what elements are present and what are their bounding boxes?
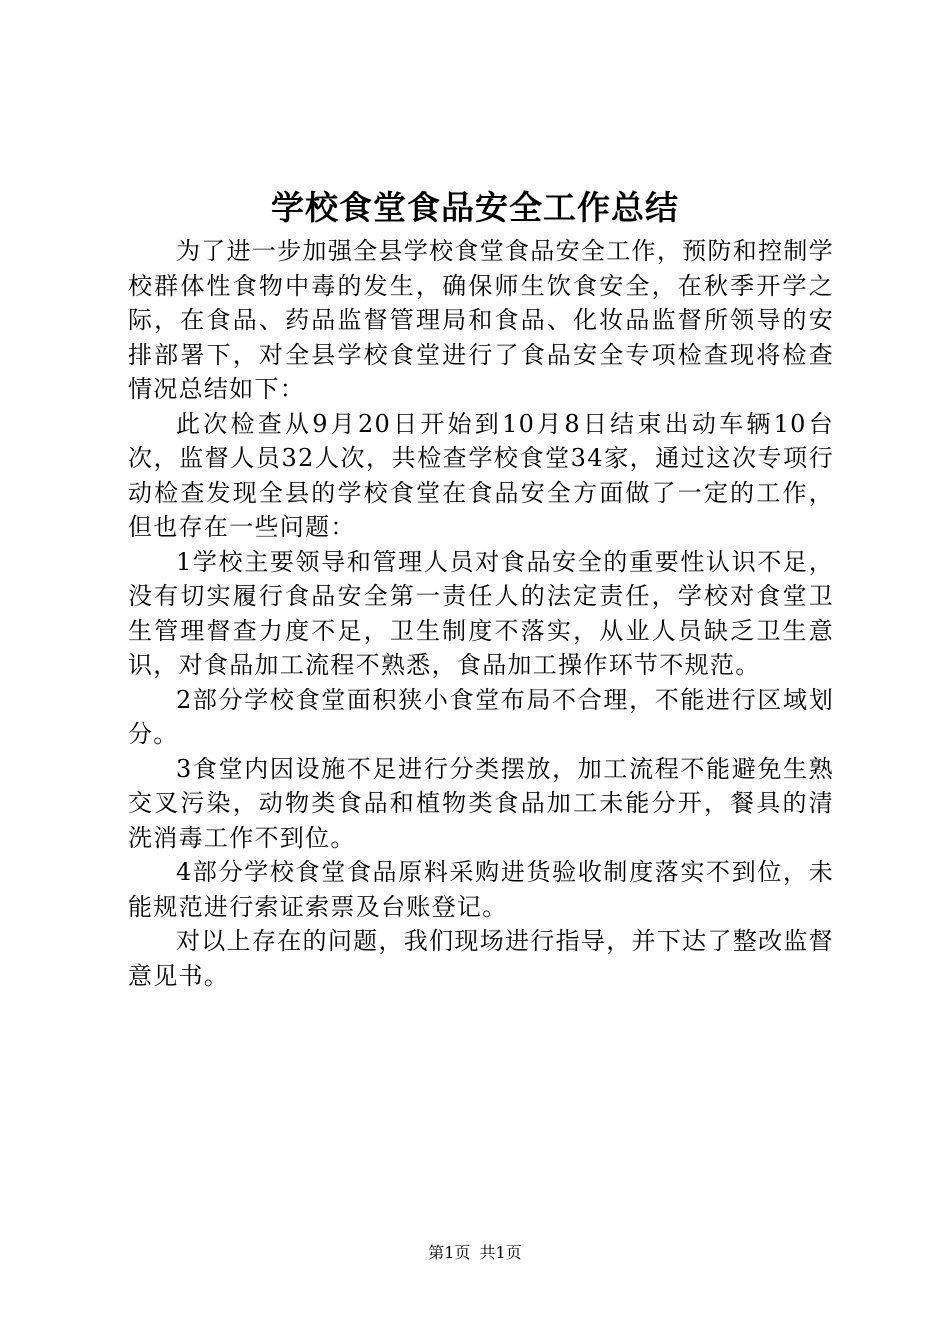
page-number-current: 第1页 xyxy=(428,1243,471,1262)
paragraph-issue-4: 4部分学校食堂食品原料采购进货验收制度落实不到位，未能规范进行索证索票及台账登记。 xyxy=(128,858,834,921)
page-footer xyxy=(0,1242,950,1264)
document-title: 学校食堂食品安全工作总结 xyxy=(271,188,679,227)
paragraph-issue-1: 1学校主要领导和管理人员对食品安全的重要性认识不足，没有切实履行食品安全第一责任人的法定责任，学校对食堂卫生管理督查力度不足，卫生制度不落实，从业人员缺乏卫生意识，对食品加工流程不熟悉，食品加工操作环节不规范。 xyxy=(128,547,834,679)
paragraph-issue-2: 2部分学校食堂面积狭小食堂布局不合理，不能进行区域划分。 xyxy=(128,685,834,748)
paragraph-intro: 为了进一步加强全县学校食堂食品安全工作，预防和控制学校群体性食物中毒的发生，确保师生饮食安全，在秋季开学之际，在食品、药品监督管理局和食品、化妆品监督所领导的安排部署下，对全县学校食堂进行了食品安全专项检查现将检查情况总结如下： xyxy=(128,237,834,403)
paragraph-inspection-summary: 此次检查从9月20日开始到10月8日结束出动车辆10台次，监督人员32人次，共检查学校食堂34家，通过这次专项行动检查发现全县的学校食堂在食品安全方面做了一定的工作，但也存在一些问题： xyxy=(128,409,834,541)
document-body xyxy=(128,234,834,993)
paragraph-conclusion: 对以上存在的问题，我们现场进行指导，并下达了整改监督意见书。 xyxy=(128,927,834,990)
paragraph-issue-3: 3食堂内因设施不足进行分类摆放，加工流程不能避免生熟交叉污染，动物类食品和植物类食品加工未能分开，餐具的清洗消毒工作不到位。 xyxy=(128,754,834,852)
page-number-total: 共1页 xyxy=(479,1243,522,1262)
